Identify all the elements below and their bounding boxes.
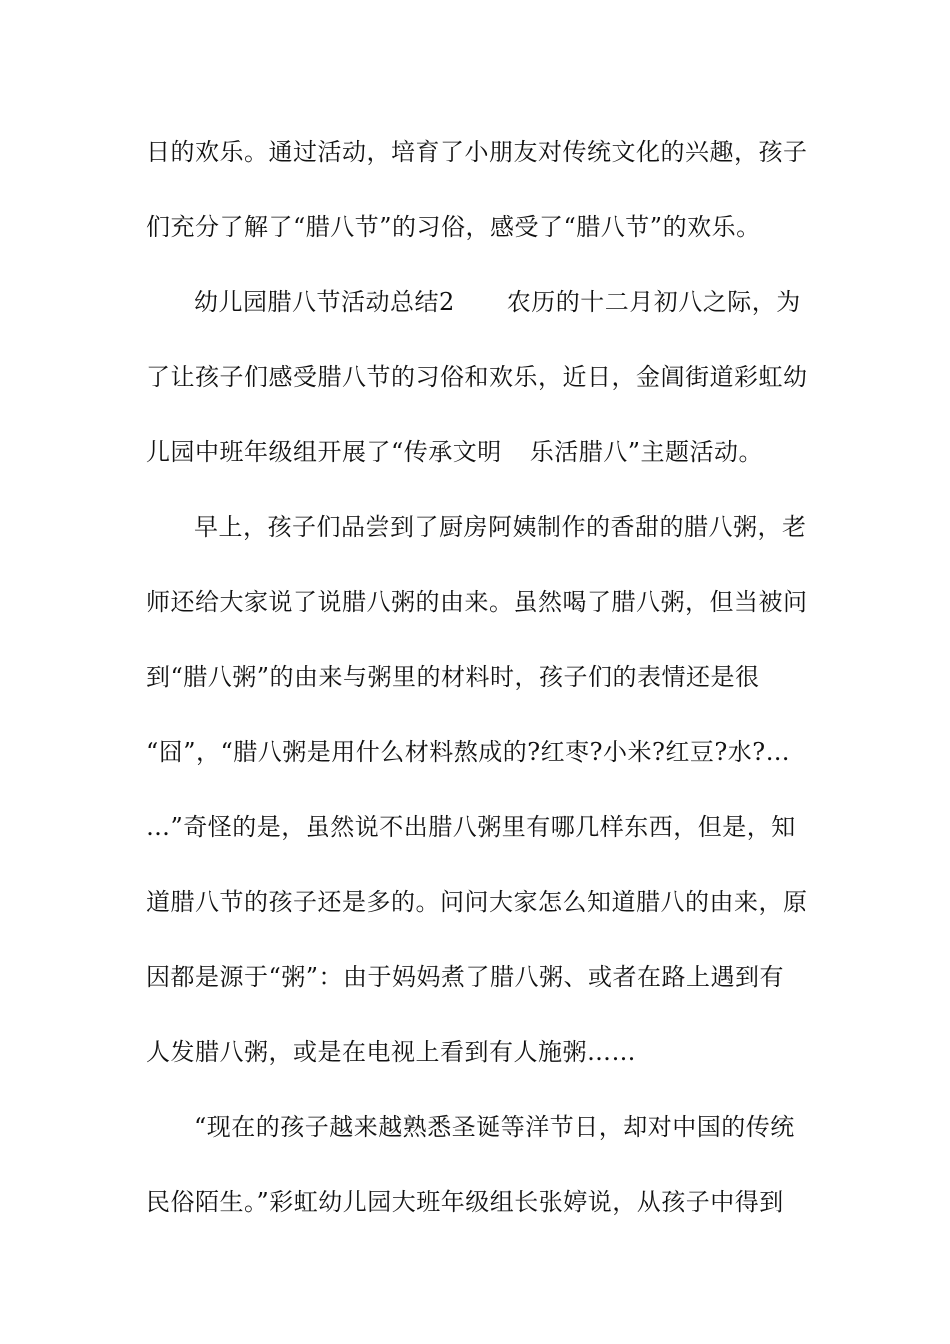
text-line-15: 民俗陌生。”彩虹幼儿园大班年级组长张婷说，从孩子中得到 bbox=[146, 1188, 784, 1216]
text-line-10: …”奇怪的是，虽然说不出腊八粥里有哪几样东西，但是，知 bbox=[146, 813, 796, 841]
text-line-12: 因都是源于“粥”：由于妈妈煮了腊八粥、或者在路上遇到有 bbox=[146, 963, 785, 991]
text-line-6: 早上，孩子们品尝到了厨房阿姨制作的香甜的腊八粥，老 bbox=[194, 513, 807, 541]
text-line-13: 人发腊八粥，或是在电视上看到有人施粥…… bbox=[146, 1038, 636, 1066]
section-heading-line bbox=[146, 278, 806, 353]
text-line-7: 师还给大家说了说腊八粥的由来。虽然喝了腊八粥，但当被问 bbox=[146, 588, 808, 616]
text-line-11: 道腊八节的孩子还是多的。问问大家怎么知道腊八的由来，原 bbox=[146, 888, 808, 916]
text-line-1: 日的欢乐。通过活动，培育了小朋友对传统文化的兴趣，孩子 bbox=[146, 138, 808, 166]
text-line-3-tail: 农历的十二月初八之际，为 bbox=[506, 288, 801, 316]
text-line-5-part-1: 儿园中班年级组开展了“传承文明 bbox=[146, 438, 502, 466]
text-line-5 bbox=[146, 428, 806, 503]
text-line-9: “囧”，“腊八粥是用什么材料熬成的?红枣?小米?红豆?水?… bbox=[146, 738, 791, 766]
text-line-5-part-2: 乐活腊八”主题活动。 bbox=[529, 438, 764, 466]
section-heading: 幼儿园腊八节活动总结2 bbox=[194, 288, 455, 316]
text-line-4: 了让孩子们感受腊八节的习俗和欢乐，近日，金阊街道彩虹幼 bbox=[146, 363, 808, 391]
text-line-14: “现在的孩子越来越熟悉圣诞等洋节日，却对中国的传统 bbox=[194, 1113, 795, 1141]
text-line-2: 们充分了解了“腊八节”的习俗，感受了“腊八节”的欢乐。 bbox=[146, 213, 761, 241]
document-body bbox=[146, 128, 806, 1253]
text-line-8: 到“腊八粥”的由来与粥里的材料时，孩子们的表情还是很 bbox=[146, 663, 760, 691]
